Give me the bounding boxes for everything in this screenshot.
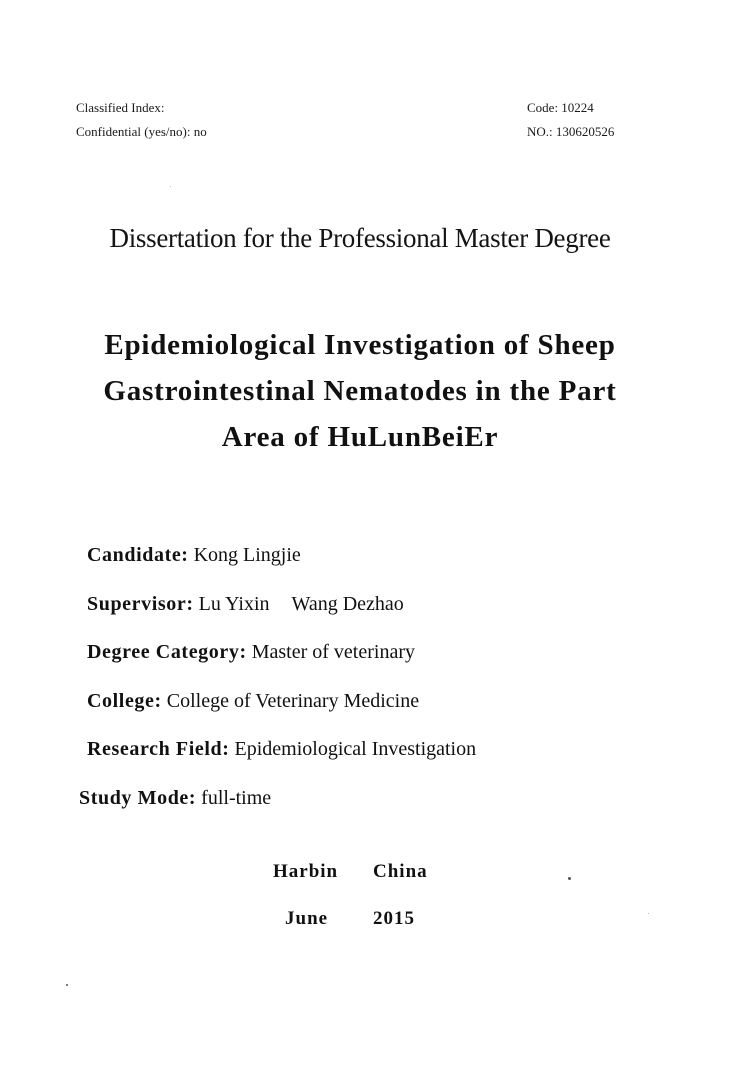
college-label: College: [87,689,162,712]
supervisor-label: Supervisor: [87,592,194,615]
classified-index: Classified Index: [76,100,165,115]
month: June [285,908,329,929]
header-left [76,96,207,144]
city: Harbin [273,861,339,882]
institution-code: Code: 10224 [527,100,594,115]
candidate-info [79,544,477,835]
supervisor-value-1: Lu Yixin [198,592,270,615]
header-right [527,96,614,144]
degree-category-value: Master of veterinary [251,641,415,663]
candidate-row [87,544,476,593]
research-field-value: Epidemiological Investigation [234,738,477,760]
degree-category-row [87,641,476,690]
supervisor-row [87,593,476,642]
study-mode-row [79,787,476,836]
confidential-status: Confidential (yes/no): no [76,124,207,139]
scan-speck [66,984,68,986]
title-line-3: Area of HuLunBeiEr [221,421,499,453]
research-field-row [87,738,476,787]
scan-speck [170,186,171,187]
location-row [273,861,428,908]
study-mode-label: Study Mode: [79,786,197,809]
scan-speck [648,913,649,914]
dissertation-title [0,322,720,460]
college-value: College of Veterinary Medicine [166,689,420,712]
research-field-label: Research Field: [87,738,230,760]
candidate-value: Kong Lingjie [193,544,301,566]
supervisor-value-2: Wang Dezhao [291,592,404,615]
scan-speck [568,877,571,880]
date-row [273,908,428,955]
student-number: NO.: 130620526 [527,124,615,139]
college-row [87,690,476,739]
candidate-label: Candidate: [87,544,189,566]
title-line-1: Epidemiological Investigation of Sheep [104,329,616,361]
degree-heading: Dissertation for the Professional Master Degree [109,223,611,253]
country: China [373,861,428,882]
degree-category-label: Degree Category: [87,641,247,663]
year: 2015 [373,908,415,929]
place-date [273,861,428,955]
title-line-2: Gastrointestinal Nematodes in the Part [103,375,617,407]
study-mode-value: full-time [201,786,272,809]
